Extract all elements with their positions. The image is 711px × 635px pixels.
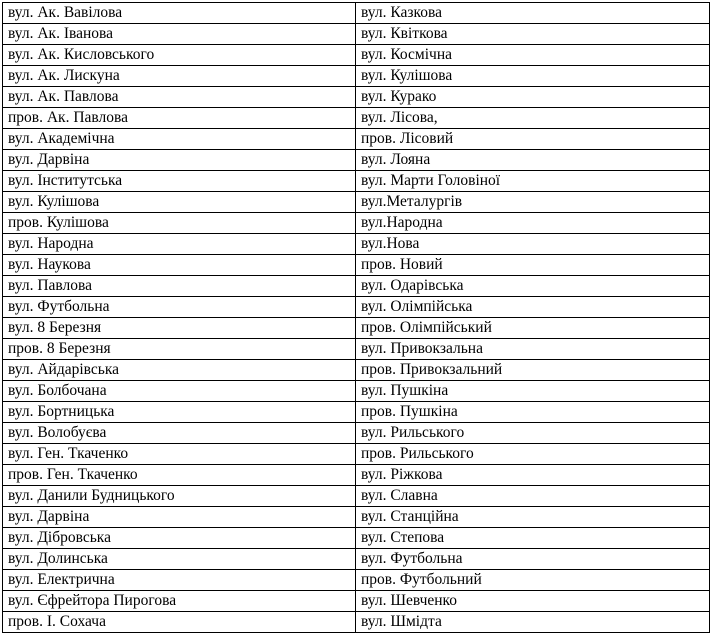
street-cell-right: вул. Квіткова <box>356 24 710 45</box>
street-cell-left: вул. Дарвіна <box>3 507 356 528</box>
street-cell-left: вул. Ак. Кисловського <box>3 45 356 66</box>
table-row <box>3 318 710 339</box>
street-cell-left: вул. Павлова <box>3 276 356 297</box>
street-cell-right: пров. Привокзальний <box>356 360 710 381</box>
street-cell-left: вул. Народна <box>3 234 356 255</box>
table-row <box>3 129 710 150</box>
street-cell-right: вул. Марти Головіної <box>356 171 710 192</box>
street-cell-right: вул. Футбольна <box>356 549 710 570</box>
street-cell-left: вул. Дарвіна <box>3 150 356 171</box>
street-cell-left: вул. Ак. Іванова <box>3 24 356 45</box>
street-cell-left: вул. Бортницька <box>3 402 356 423</box>
table-row <box>3 297 710 318</box>
street-cell-right: вул. Станційна <box>356 507 710 528</box>
table-row <box>3 423 710 444</box>
street-cell-right: вул. Лісова, <box>356 108 710 129</box>
street-cell-right: вул. Кулішова <box>356 66 710 87</box>
street-cell-right: вул. Славна <box>356 486 710 507</box>
street-cell-right: вул.Металургів <box>356 192 710 213</box>
table-row <box>3 612 710 633</box>
street-cell-left: вул. Ак. Вавілова <box>3 3 356 24</box>
table-row <box>3 444 710 465</box>
street-cell-right: пров. Лісовий <box>356 129 710 150</box>
street-cell-left: вул. 8 Березня <box>3 318 356 339</box>
street-cell-right: вул. Шевченко <box>356 591 710 612</box>
table-row <box>3 87 710 108</box>
table-row <box>3 66 710 87</box>
street-cell-right: вул. Лояна <box>356 150 710 171</box>
street-cell-right: вул. Космічна <box>356 45 710 66</box>
street-cell-right: вул. Степова <box>356 528 710 549</box>
table-row <box>3 192 710 213</box>
table-row <box>3 507 710 528</box>
street-cell-right: пров. Олімпійський <box>356 318 710 339</box>
street-cell-left: вул. Кулішова <box>3 192 356 213</box>
street-cell-left: вул. Волобуєва <box>3 423 356 444</box>
street-cell-right: вул.Нова <box>356 234 710 255</box>
street-cell-right: пров. Пушкіна <box>356 402 710 423</box>
table-row <box>3 255 710 276</box>
street-cell-left: вул. Ак. Павлова <box>3 87 356 108</box>
street-cell-left: вул. Наукова <box>3 255 356 276</box>
street-cell-right: вул. Ріжкова <box>356 465 710 486</box>
street-cell-left: вул. Ак. Лискуна <box>3 66 356 87</box>
table-row <box>3 108 710 129</box>
table-row <box>3 486 710 507</box>
street-cell-left: вул. Болбочана <box>3 381 356 402</box>
street-cell-left: вул. Електрична <box>3 570 356 591</box>
street-table <box>2 2 710 633</box>
table-row <box>3 24 710 45</box>
street-cell-left: вул. Дібровська <box>3 528 356 549</box>
street-cell-right: вул. Шмідта <box>356 612 710 633</box>
street-cell-left: вул. Айдарівська <box>3 360 356 381</box>
street-cell-left: вул. Єфрейтора Пирогова <box>3 591 356 612</box>
table-row <box>3 528 710 549</box>
table-row <box>3 3 710 24</box>
street-cell-right: пров. Рильського <box>356 444 710 465</box>
street-cell-left: вул. Долинська <box>3 549 356 570</box>
table-row <box>3 234 710 255</box>
table-row <box>3 45 710 66</box>
table-row <box>3 150 710 171</box>
street-cell-left: вул. Футбольна <box>3 297 356 318</box>
street-cell-right: вул. Казкова <box>356 3 710 24</box>
street-table-body <box>3 3 710 633</box>
street-cell-left: пров. Ак. Павлова <box>3 108 356 129</box>
table-row <box>3 402 710 423</box>
street-cell-right: вул. Пушкіна <box>356 381 710 402</box>
street-cell-right: вул. Одарівська <box>356 276 710 297</box>
street-cell-right: пров. Футбольний <box>356 570 710 591</box>
table-row <box>3 549 710 570</box>
street-cell-left: вул. Ген. Ткаченко <box>3 444 356 465</box>
street-cell-right: вул. Рильського <box>356 423 710 444</box>
street-cell-right: пров. Новий <box>356 255 710 276</box>
street-cell-left: пров. Ген. Ткаченко <box>3 465 356 486</box>
table-row <box>3 213 710 234</box>
table-row <box>3 171 710 192</box>
table-row <box>3 381 710 402</box>
street-cell-left: пров. 8 Березня <box>3 339 356 360</box>
street-cell-left: пров. І. Сохача <box>3 612 356 633</box>
table-row <box>3 465 710 486</box>
street-cell-left: вул. Інститутська <box>3 171 356 192</box>
table-row <box>3 591 710 612</box>
table-row <box>3 570 710 591</box>
street-cell-right: вул. Курако <box>356 87 710 108</box>
table-row <box>3 276 710 297</box>
street-cell-right: вул. Привокзальна <box>356 339 710 360</box>
street-cell-left: вул. Данили Будницького <box>3 486 356 507</box>
table-row <box>3 360 710 381</box>
street-cell-right: вул. Олімпійська <box>356 297 710 318</box>
table-row <box>3 339 710 360</box>
street-cell-left: пров. Кулішова <box>3 213 356 234</box>
street-cell-right: вул.Народна <box>356 213 710 234</box>
street-cell-left: вул. Академічна <box>3 129 356 150</box>
